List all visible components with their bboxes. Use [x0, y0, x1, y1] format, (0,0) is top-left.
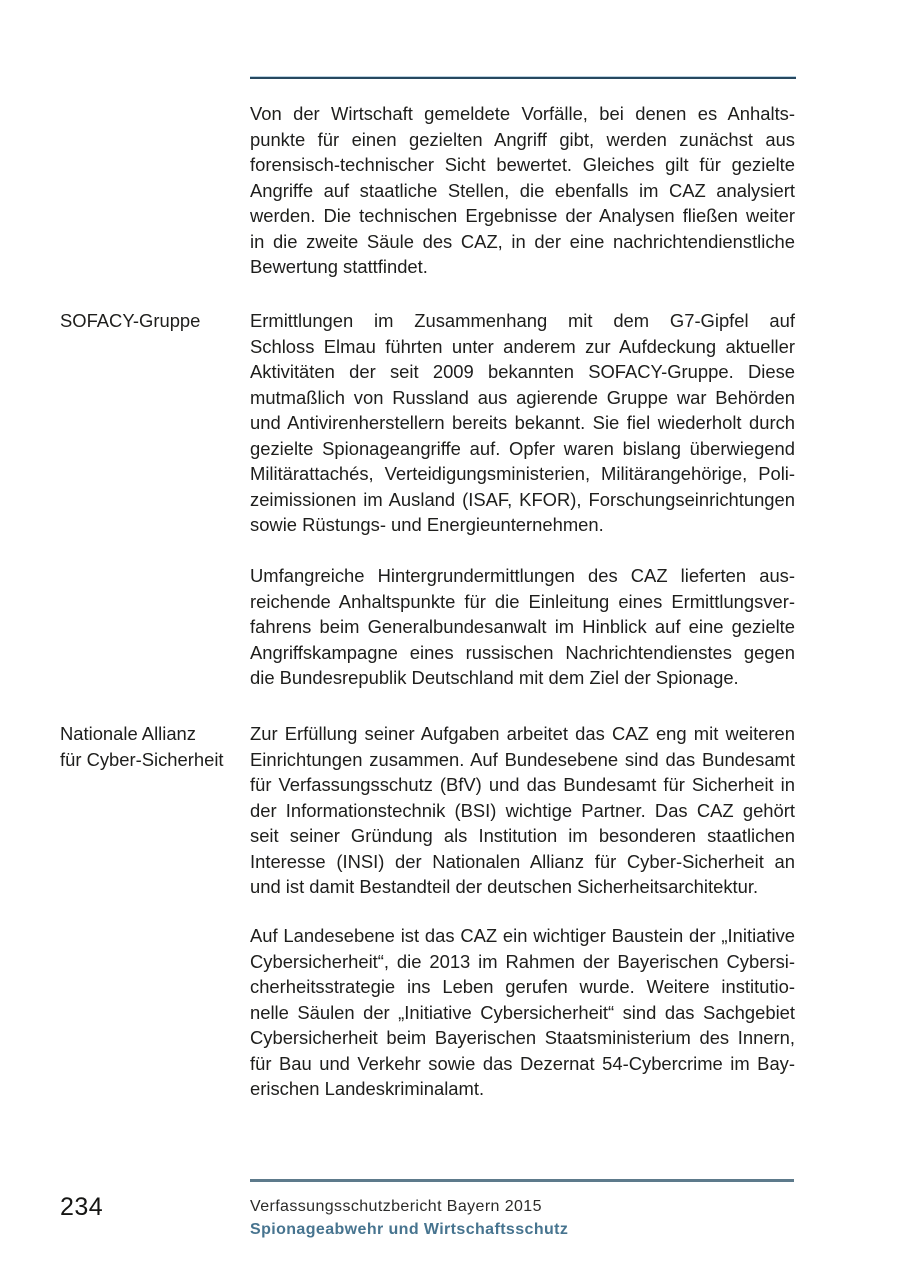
text-line: reichende Anhaltspunkte für die Einleitung eines Ermittlungsver-	[250, 590, 795, 612]
text-line: Aktivitäten der seit 2009 bekannten SOFACY-Gruppe. Diese	[250, 361, 795, 382]
text-line: werden. Die technischen Ergebnisse der Analysen fließen weiter	[250, 205, 795, 226]
page-footer	[250, 1195, 795, 1241]
text-line: fahrens beim Generalbundesanwalt im Hinblick auf eine gezielte	[250, 616, 795, 637]
text-line: cherheitsstrategie ins Leben gerufen wurde. Weitere institutio-	[250, 976, 795, 997]
text-line: Angriffe auf staatliche Stellen, die ebenfalls im CAZ analysiert	[250, 179, 795, 201]
footer-section-title: Spionageabwehr und Wirtschaftsschutz	[250, 1221, 569, 1238]
text-line: Umfangreiche Hintergrundermittlungen des CAZ lieferten aus-	[250, 565, 795, 586]
text-line: Angriffskampagne eines russischen Nachrichtendienstes gegen	[250, 641, 795, 663]
text-line: Ermittlungen im Zusammenhang mit dem G7-Gipfel auf	[250, 310, 795, 331]
text-line: in die zweite Säule des CAZ, in der eine nachrichtendienstliche	[250, 230, 795, 252]
margin-label-sofacy-gruppe	[60, 308, 245, 334]
paragraph-hintergrundermittlungen	[250, 563, 795, 691]
text-line: und ist damit Bestandteil der deutschen Sicherheitsarchitektur.	[250, 876, 759, 897]
paragraph-caz-analysis	[250, 101, 795, 280]
text-line: Zur Erfüllung seiner Aufgaben arbeitet das CAZ eng mit weiteren	[250, 723, 795, 744]
text-line: SOFACY-Gruppe	[60, 310, 201, 331]
paragraph-sofacy-gruppe	[250, 308, 795, 538]
text-line: der Informationstechnik (BSI) wichtige Partner. Das CAZ gehört	[250, 799, 795, 821]
paragraph-initiative-cybersicherheit	[250, 923, 795, 1102]
text-line: forensisch-technischer Sicht bewertet. Gleiches gilt für gezielte	[250, 154, 795, 175]
text-line: für Verfassungsschutz (BfV) und das Bundesamt für Sicherheit in	[250, 774, 795, 795]
page-number: 234	[60, 1193, 104, 1221]
text-line: seit seiner Gründung als Institution im besonderen staatlichen	[250, 825, 795, 846]
text-line: die Bundesrepublik Deutschland mit dem Ziel der Spionage.	[250, 667, 739, 688]
footer-report-title: Verfassungsschutzbericht Bayern 2015	[250, 1198, 542, 1215]
paragraph-nationale-allianz	[250, 721, 795, 900]
text-line: Nationale Allianz	[60, 723, 196, 744]
text-line: für Bau und Verkehr sowie das Dezernat 54-Cybercrime im Bay-	[250, 1052, 795, 1074]
margin-label-nationale-allianz	[60, 721, 245, 772]
text-line: zeimissionen im Ausland (ISAF, KFOR), Forschungseinrichtungen	[250, 488, 795, 510]
text-line: mutmaßlich von Russland aus agierende Gruppe war Behörden	[250, 386, 795, 408]
text-line: Auf Landesebene ist das CAZ ein wichtiger Baustein der „Initiative	[250, 925, 795, 946]
text-line: für Cyber-Sicherheit	[60, 748, 224, 770]
text-line: gezielte Spionageangriffe auf. Opfer waren bislang überwiegend	[250, 437, 795, 459]
text-line: Von der Wirtschaft gemeldete Vorfälle, bei denen es Anhalts-	[250, 103, 795, 124]
footer-rule	[250, 1179, 794, 1182]
text-line: nelle Säulen der „Initiative Cybersicherheit“ sind das Sachgebiet	[250, 1001, 795, 1023]
text-line: punkte für einen gezielten Angriff gibt, werden zunächst aus	[250, 128, 795, 150]
text-line: Interesse (INSI) der Nationalen Allianz für Cyber-Sicherheit an	[250, 850, 795, 872]
text-line: erischen Landeskriminalamt.	[250, 1078, 485, 1099]
text-line: Einrichtungen zusammen. Auf Bundesebene sind das Bundesamt	[250, 748, 795, 770]
text-line: Cybersicherheit beim Bayerischen Staatsministerium des Innern,	[250, 1027, 795, 1048]
text-line: Bewertung stattfindet.	[250, 256, 428, 277]
text-line: Cybersicherheit“, die 2013 im Rahmen der Bayerischen Cybersi-	[250, 950, 795, 972]
text-line: Militärattachés, Verteidigungsministerien, Militärangehörige, Poli-	[250, 463, 795, 484]
top-rule	[250, 77, 796, 79]
text-line: Schloss Elmau führten unter anderem zur Aufdeckung aktueller	[250, 335, 795, 357]
text-line: sowie Rüstungs- und Energieunternehmen.	[250, 514, 604, 535]
text-line: und Antivirenherstellern bereits bekannt. Sie fiel wiederholt durch	[250, 412, 795, 433]
